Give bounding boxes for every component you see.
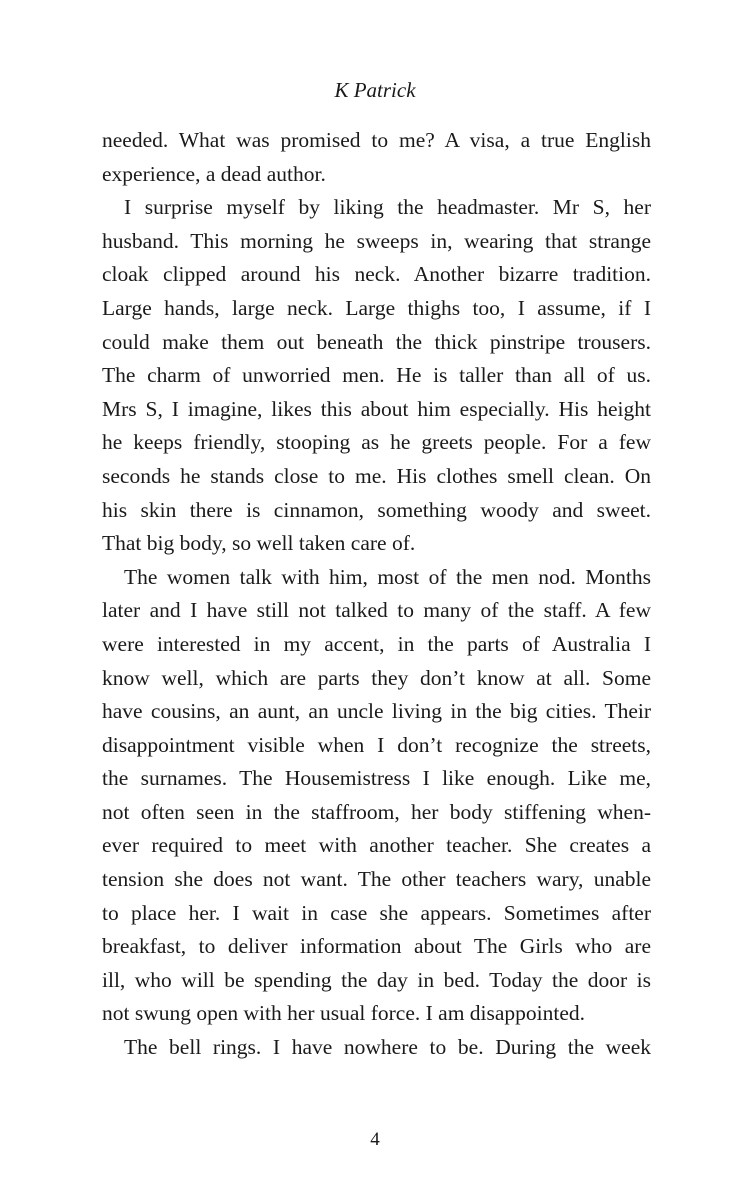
text-line: Large hands, large neck. Large thighs too, I assume, if I [102,295,651,320]
text-line: cloak clipped around his neck. Another bizarre tradition. [102,262,651,287]
text-line: ever required to meet with another teacher. She creates a [102,833,651,858]
text-line: could make them out beneath the thick pinstripe trousers. [102,329,651,354]
text-line: breakfast, to deliver information about The Girls who are [102,934,651,959]
text-line: have cousins, an aunt, an uncle living in the big cities. Their [102,699,651,724]
text-line: were interested in my accent, in the parts of Australia I [102,631,651,656]
page-body [102,124,651,1065]
text-line: I surprise myself by liking the headmaster. Mr S, her [124,195,651,220]
text-line: disappointment visible when I don’t recognize the streets, [102,732,651,757]
text-line: his skin there is cinnamon, something woody and sweet. [102,497,651,522]
text-line: The bell rings. I have nowhere to be. During the week [124,1035,651,1060]
text-line: husband. This morning he sweeps in, wearing that strange [102,228,651,253]
running-head: K Patrick [334,78,416,102]
text-line: later and I have still not talked to many of the staff. A few [102,598,651,623]
text-line: The charm of unworried men. He is taller than all of us. [102,363,651,388]
page-number: 4 [370,1129,380,1150]
text-line: not often seen in the staffroom, her body stiffening when- [102,799,651,824]
text-line: he keeps friendly, stooping as he greets people. For a few [102,430,651,455]
text-line: That big body, so well taken care of. [102,531,416,556]
text-line: ill, who will be spending the day in bed. Today the door is [102,967,651,992]
text-line: Mrs S, I imagine, likes this about him especially. His height [102,396,651,421]
text-line: know well, which are parts they don’t know at all. Some [102,665,651,690]
text-line: The women talk with him, most of the men nod. Months [124,564,651,589]
text-line: needed. What was promised to me? A visa, a true English [102,128,651,152]
text-line: experience, a dead author. [102,161,326,186]
text-line: to place her. I wait in case she appears. Sometimes after [102,900,651,925]
text-line: seconds he stands close to me. His clothes smell clean. On [102,463,651,488]
text-line: not swung open with her usual force. I am disappointed. [102,1001,586,1026]
text-line: the surnames. The Housemistress I like enough. Like me, [102,766,651,791]
text-line: tension she does not want. The other teachers wary, unable [102,867,651,892]
